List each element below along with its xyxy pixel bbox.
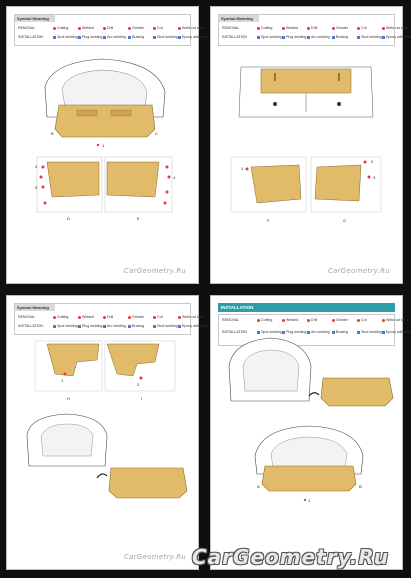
installation-row: INSTALLATION Spot welding Plug welding Arc welding Brazing Stud welding Epoxy adhesive — [18, 35, 208, 39]
view-label: B — [51, 131, 54, 136]
watermark: CarGeometry.Ru — [327, 267, 390, 275]
view-label: C — [155, 131, 158, 136]
removal-row: REMOVAL Cutting Welded Drill Grinder Cut Weld cut spot — [222, 26, 408, 30]
installation-row: INSTALLATION Spot welding Plug welding Arc welding Brazing Stud welding Epoxy adhesive — [18, 324, 208, 328]
callout-number: 2 — [371, 159, 374, 164]
view-label: A — [257, 484, 260, 489]
callout-number: 1 — [241, 166, 244, 171]
lower-panel-diagram — [7, 296, 208, 571]
manual-page-1 — [6, 6, 208, 284]
callout-number: 4 — [173, 175, 176, 180]
callout-number: 1 — [102, 143, 105, 148]
installation-label: INSTALLATION — [222, 35, 248, 39]
installed-panel-shape — [262, 466, 356, 491]
view-label: F — [267, 218, 270, 223]
removal-label: REMOVAL — [222, 26, 240, 30]
callout-number: 1 — [61, 378, 64, 383]
manual-page-4 — [210, 295, 411, 570]
view-label: H — [67, 396, 70, 401]
installation-row: INSTALLATION Spot welding Plug welding Arc welding Brazing Stud welding Epoxy adhesive — [222, 330, 411, 334]
installation-label: INSTALLATION — [18, 35, 44, 39]
view-label: D — [67, 216, 70, 221]
removed-panel-shape — [109, 468, 187, 498]
watermark: CarGeometry.Ru — [123, 267, 186, 275]
site-watermark: CarGeometry.Ru — [192, 545, 389, 569]
callout-number: 2 — [137, 382, 140, 387]
removal-label: REMOVAL — [18, 26, 36, 30]
view-label: B — [359, 484, 362, 489]
symbol-meaning-title: Symbol Meaning — [15, 15, 55, 22]
view-label: E — [137, 216, 140, 221]
symbol-meaning-title: Symbol Meaning — [15, 304, 55, 311]
watermark: CarGeometry.Ru — [123, 553, 186, 561]
installation-label: INSTALLATION — [222, 330, 248, 334]
new-panel-shape — [321, 378, 393, 406]
removal-label: REMOVAL — [222, 318, 240, 322]
removal-row: REMOVAL Cutting Welded Drill Grinder Cut Weld cut spot — [18, 315, 204, 319]
removal-row: REMOVAL Cutting Welded Drill Grinder Cut Weld cut spot — [222, 318, 408, 322]
manual-page-2 — [210, 6, 411, 284]
callout-number: 1 — [308, 498, 311, 503]
inner-panel-diagram — [211, 7, 411, 285]
installation-row: INSTALLATION Spot welding Plug welding Arc welding Brazing Stud welding Epoxy adhesive — [222, 35, 411, 39]
removal-label: REMOVAL — [18, 315, 36, 319]
callout-number: 3 — [35, 185, 38, 190]
view-label: G — [343, 218, 347, 223]
installation-label: INSTALLATION — [18, 324, 44, 328]
rear-body-diagram — [7, 7, 208, 285]
installation-header: INSTALLATION — [218, 303, 395, 312]
callout-number: 2 — [35, 164, 38, 169]
removal-row: REMOVAL Cutting Welded Drill Grinder Cut Weld cut spot — [18, 26, 204, 30]
callout-number: 3 — [373, 175, 376, 180]
view-label: I — [141, 396, 143, 401]
rear-panel-shape — [55, 105, 155, 137]
symbol-meaning-title: Symbol Meaning — [219, 15, 259, 22]
installation-diagram — [211, 296, 411, 571]
manual-page-3 — [6, 295, 208, 570]
